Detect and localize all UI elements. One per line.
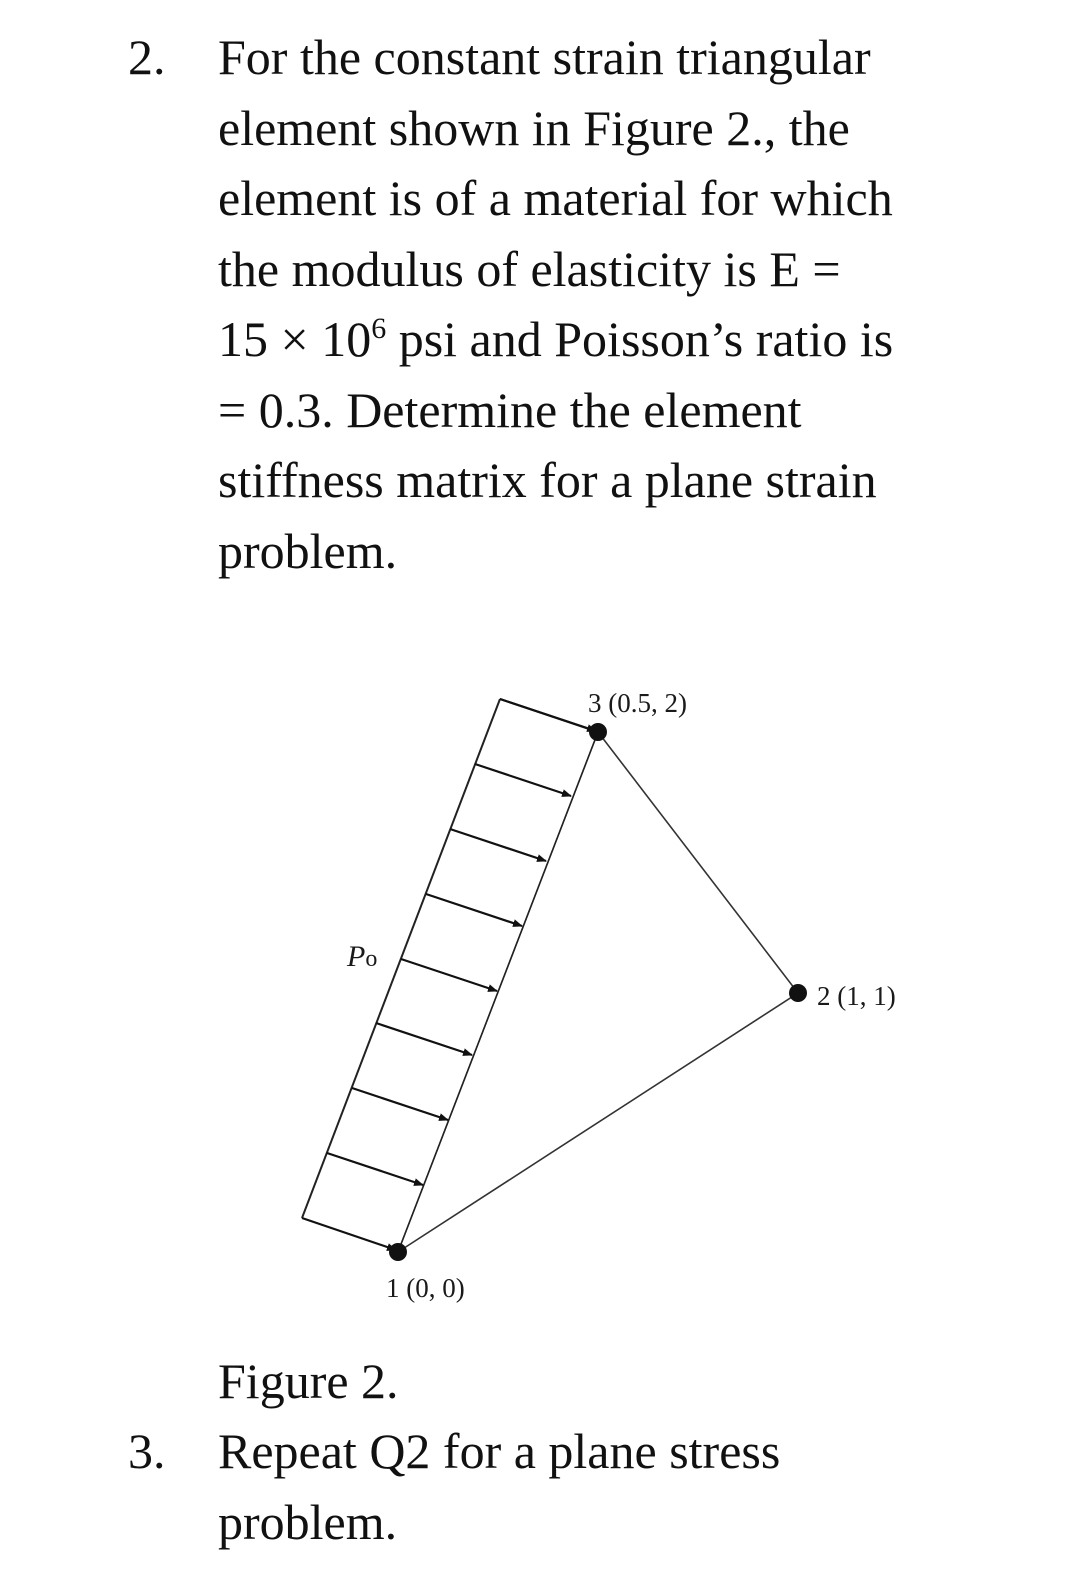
node-2-label: 2 (1, 1) bbox=[817, 981, 896, 1011]
question-2-line: For the constant strain triangular bbox=[218, 29, 871, 85]
load-outline-front bbox=[398, 732, 598, 1252]
load-arrow bbox=[352, 1088, 448, 1120]
load-outline-back bbox=[302, 699, 500, 1218]
load-arrow bbox=[450, 829, 546, 861]
node-2 bbox=[789, 984, 807, 1002]
question-2-line: stiffness matrix for a plane strain bbox=[218, 452, 877, 508]
load-arrow bbox=[401, 959, 497, 991]
figure-caption: Figure 2. bbox=[218, 1353, 399, 1409]
question-2-number: 2. bbox=[128, 29, 166, 85]
question-2-line: element is of a material for which bbox=[218, 170, 893, 226]
question-2-line: problem. bbox=[218, 522, 398, 579]
load-arrow bbox=[302, 1218, 396, 1250]
node-3-label: 3 (0.5, 2) bbox=[588, 688, 687, 718]
load-arrow bbox=[500, 699, 596, 731]
question-2-line: element shown in Figure 2., the bbox=[218, 99, 850, 156]
question-2-line: = 0.3. Determine the element bbox=[218, 381, 802, 438]
load-arrow bbox=[376, 1023, 472, 1055]
load-arrow bbox=[426, 894, 522, 926]
load-label-main: P bbox=[347, 940, 366, 973]
question-3-line: Repeat Q2 for a plane stress bbox=[218, 1423, 781, 1479]
load-label bbox=[346, 940, 377, 973]
load-arrow bbox=[475, 764, 571, 796]
question-3-text bbox=[218, 1416, 1018, 1557]
question-3-line: problem. bbox=[218, 1493, 398, 1550]
load-arrow bbox=[327, 1153, 423, 1185]
node-1 bbox=[389, 1243, 407, 1261]
modulus-value: 15 × 10 bbox=[218, 311, 372, 367]
modulus-exponent: 6 bbox=[371, 312, 387, 345]
question-3-number: 3. bbox=[128, 1423, 166, 1479]
question-2-line: the modulus of elasticity is E = bbox=[218, 240, 841, 297]
load-arrows bbox=[302, 699, 596, 1250]
load-label-subscript: o bbox=[365, 946, 378, 972]
node-1-label: 1 (0, 0) bbox=[386, 1273, 465, 1303]
node-3 bbox=[589, 723, 607, 741]
modulus-unit-text: psi and Poisson’s ratio is bbox=[386, 311, 894, 367]
